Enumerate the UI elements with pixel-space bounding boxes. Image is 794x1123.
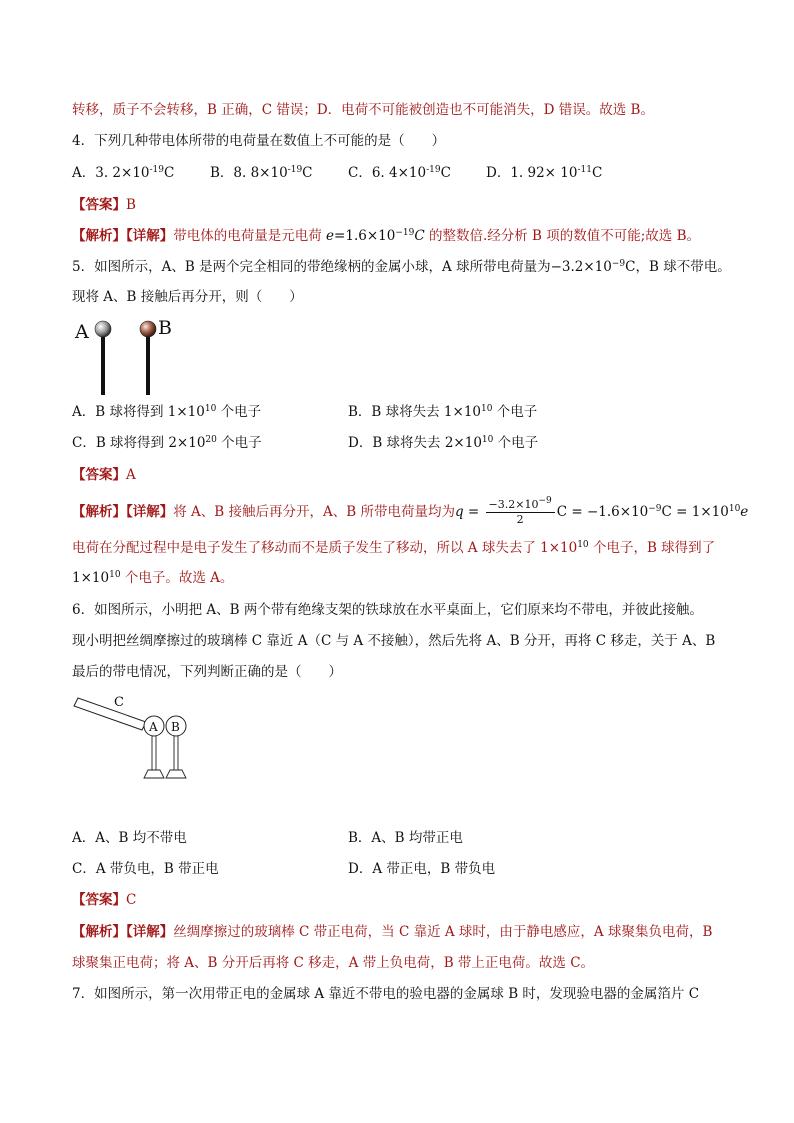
q5-rod-b [146,334,150,395]
q5-rod-a [101,334,105,395]
analysis-tag: 【解析】【详解】 [72,924,174,940]
q6-label-b: B [171,720,180,734]
q6-analysis-line-1: 【解析】【详解】丝绸摩擦过的玻璃棒 C 带正电荷，当 C 靠近 A 球时，由于静电感应，A 球聚集负电荷，B [72,924,713,940]
answer-tag: 【答案】 [72,892,126,908]
q5-label-a: A [75,321,89,343]
q5-analysis-line-1: 【解析】【详解】将 A、B 接触后再分开，A、B 所带电荷量均为q = $\frac{-3.2\times 10^{-9}}{2}$ $C = -1.6\times 10^{-9}C = 1\times 10^{10}e$ [72,496,749,526]
q6-option-c: C．A 带负电，B 带正电 [72,861,219,877]
q4-option-c: C．6. $4\times 10^{-19}C$ [348,165,451,181]
q4-option-b: B．8. $8\times 10^{-19}C$ [210,165,313,181]
q4-stem: 4．下列几种带电体所带的电荷量在数值上不可能的是（ ） [72,133,446,149]
answer-value: A [126,467,136,483]
q5-option-d: D．B 球将失去 $2\times 10^{10}$ 个电子 [348,435,539,451]
q6-figure-glass-rod-spheres [70,692,200,788]
q5-option-c: C．B 球将得到 $2\times 10^{20}$ 个电子 [72,435,262,451]
q6-glass-rod [74,698,146,730]
q5-stem-line-1: 5．如图所示，A、B 是两个完全相同的带绝缘柄的金属小球，A 球所带电荷量为$-3.2\times 10^{-9}C$，B 球不带电。 [72,259,731,275]
q5-option-b: B．B 球将失去 $1\times 10^{10}$ 个电子 [348,404,538,420]
q5-option-a: A．B 球将得到 $1\times 10^{10}$ 个电子 [72,404,262,420]
q3-analysis-tail: 转移，质子不会转移，B 正确，C 错误；D．电荷不可能被创造也不可能消失，D 错误。故选 B。 [72,102,654,118]
q6-stand-a [152,736,156,770]
q5-analysis-line-3: $1\times 10^{10}$ 个电子。故选 A。 [72,570,234,586]
q6-answer [72,890,136,910]
q7-stem-line-1: 7．如图所示，第一次用带正电的金属球 A 靠近不带电的验电器的金属球 B 时，发现验电器的金属箔片 C [72,986,700,1002]
q4-analysis: 【解析】【详解】带电体的电荷量是元电荷 $e=1.6\times 10^{-19}C$ 的整数倍.经分析 B 项的数值不可能;故选 B。 [72,228,701,244]
answer-tag: 【答案】 [72,197,126,213]
q6-base-a [144,770,164,778]
q6-option-a: A．A、B 均不带电 [72,830,187,846]
q6-stem-line-2: 现小明把丝绸摩擦过的玻璃棒 C 靠近 A（C 与 A 不接触），然后先将 A、B 分开，再将 C 移走，关于 A、B [72,633,716,649]
q5-figure-two-spheres [72,314,192,398]
analysis-tag: 【解析】【详解】 [72,228,174,244]
q5-analysis-line-2: 电荷在分配过程中是电子发生了移动而不是质子发生了移动，所以 A 球失去了 $1\times 10^{10}$ 个电子，B 球得到了 [72,540,716,556]
q4-option-a: A．3. $2\times 10^{-19}C$ [72,165,175,181]
q6-label-c: C [114,695,124,710]
q5-sphere-a [95,321,111,337]
answer-value: B [126,197,136,213]
q6-option-d: D．A 带正电，B 带负电 [348,861,496,877]
q5-label-b: B [158,317,172,339]
q5-fraction: $\frac{-3.2\times 10^{-9}}{2}$ [486,498,555,527]
q6-stem-line-1: 6．如图所示，小明把 A、B 两个带有绝缘支架的铁球放在水平桌面上，它们原来均不带电，并彼此接触。 [72,602,703,618]
q6-base-b [166,770,186,778]
q4-option-d: D．1. $92\times 10^{-11}C$ [486,165,603,181]
answer-tag: 【答案】 [72,467,126,483]
analysis-tag: 【解析】【详解】 [72,504,174,520]
q6-analysis-line-2: 球聚集正电荷；将 A、B 分开后再将 C 移走，A 带上负电荷，B 带上正电荷。故选 C。 [72,955,595,971]
q6-stem-line-3: 最后的带电情况，下列判断正确的是（ ） [72,664,342,680]
q5-sphere-b [140,321,156,337]
answer-value: C [126,892,137,908]
q5-answer [72,465,136,485]
q4-answer [72,195,136,215]
q6-option-b: B．A、B 均带正电 [348,830,463,846]
q6-stand-b [174,736,178,770]
q6-label-a: A [149,720,158,734]
q5-stem-line-2: 现将 A、B 接触后再分开，则（ ） [72,289,303,305]
